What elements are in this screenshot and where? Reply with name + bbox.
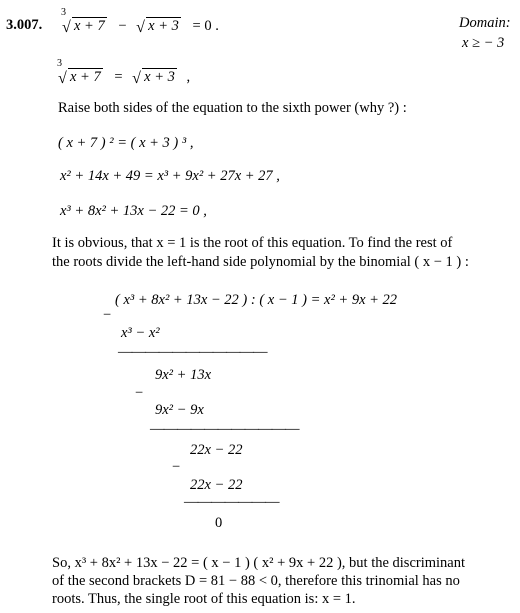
division-minus-3: − (172, 459, 181, 475)
radicand: x + 7 (70, 69, 101, 85)
radicand: x + 7 (74, 18, 105, 34)
paragraph-line-1: It is obvious, that x = 1 is the root of this equation. To find the rest of (52, 235, 453, 251)
division-rule-3: ——————— (184, 494, 279, 510)
radicand: x + 3 (144, 69, 175, 85)
division-remainder-2: 22x − 22 (190, 442, 243, 458)
square-root-1 (136, 17, 181, 35)
cube-root-2 (57, 58, 103, 87)
instruction-text: Raise both sides of the equation to the sixth power (why ?) : (58, 100, 407, 116)
paragraph-line-2: the roots divide the left-hand side polynomial by the binomial ( x − 1 ) : (52, 254, 469, 270)
equation-line-5: x³ + 8x² + 13x − 22 = 0 , (60, 203, 207, 219)
radical-sign-icon: √ (136, 19, 145, 36)
domain-value: x ≥ − 3 (462, 35, 505, 51)
division-rule-1: ——————————— (118, 344, 267, 360)
equation-line-3: ( x + 7 ) ² = ( x + 3 ) ³ , (58, 135, 194, 151)
rhs: = 0 . (192, 18, 219, 34)
conclusion-line-2: of the second brackets D = 81 − 88 < 0, therefore this trinomial has no (52, 573, 460, 589)
problem-number: 3.007. (6, 17, 43, 33)
radical-sign-icon: √ (58, 70, 67, 87)
radical-sign-icon: √ (132, 70, 141, 87)
division-result: 0 (215, 515, 223, 531)
conclusion-line-3: roots. Thus, the single root of this equation is: x = 1. (52, 591, 356, 607)
equation-line-1 (61, 7, 219, 36)
domain-label: Domain: (459, 15, 511, 31)
radicand: x + 3 (148, 18, 179, 34)
division-remainder-1: 9x² + 13x (155, 367, 212, 383)
minus-sign: − (118, 18, 127, 34)
square-root-2 (132, 68, 177, 86)
equation-line-2 (57, 58, 191, 87)
division-subtrahend-3: 22x − 22 (190, 477, 243, 493)
trailing-comma: , (186, 69, 191, 85)
division-minus-2: − (135, 385, 144, 401)
division-minus-1: − (103, 307, 112, 323)
division-subtrahend-2: 9x² − 9x (155, 402, 204, 418)
radical-sign-icon: √ (62, 19, 71, 36)
equation-line-4: x² + 14x + 49 = x³ + 9x² + 27x + 27 , (60, 168, 280, 184)
conclusion-line-1: So, x³ + 8x² + 13x − 22 = ( x − 1 ) ( x² + 9x + 22 ), but the discriminant (52, 555, 466, 571)
root-index: 3 (61, 7, 66, 18)
division-rule-2: ——————————— (150, 421, 299, 437)
root-index: 3 (57, 58, 62, 69)
equals-sign: = (114, 69, 123, 85)
division-header: ( x³ + 8x² + 13x − 22 ) : ( x − 1 ) = x² + 9x + 22 (115, 292, 398, 308)
cube-root-1 (61, 7, 107, 36)
division-subtrahend-1: x³ − x² (121, 325, 160, 341)
